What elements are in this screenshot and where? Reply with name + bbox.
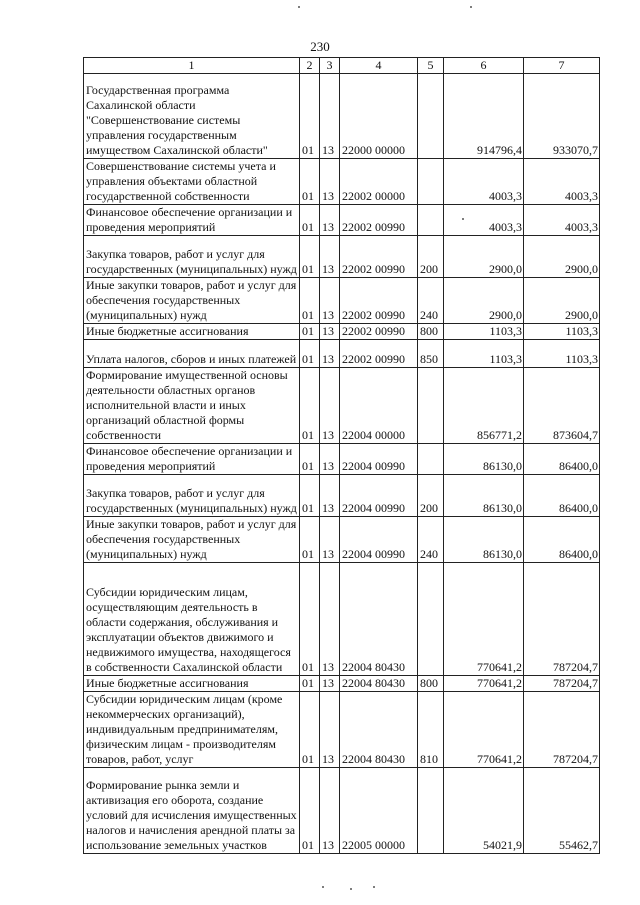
subsection-code-cell: 13 xyxy=(320,517,340,563)
row-name-cell: Совершенствование системы учета и управления объектами областной государственной собственности xyxy=(84,159,300,205)
expense-type-cell: 810 xyxy=(418,692,444,768)
scan-speck xyxy=(350,888,352,890)
subsection-code-cell: 13 xyxy=(320,475,340,517)
amount-col7-cell: 787204,7 xyxy=(524,563,600,676)
target-article-cell: 22004 80430 xyxy=(340,676,418,692)
expense-type-cell xyxy=(418,159,444,205)
amount-col7-cell: 933070,7 xyxy=(524,74,600,159)
table-row xyxy=(84,563,600,676)
expense-type-cell: 240 xyxy=(418,278,444,324)
subsection-code-cell: 13 xyxy=(320,768,340,854)
row-name-cell: Иные закупки товаров, работ и услуг для обеспечения государственных (муниципальных) нужд xyxy=(84,278,300,324)
target-article-cell: 22004 00990 xyxy=(340,475,418,517)
expense-type-cell: 800 xyxy=(418,676,444,692)
amount-col7-cell: 86400,0 xyxy=(524,444,600,475)
expense-type-cell xyxy=(418,74,444,159)
header-cell-7: 7 xyxy=(524,58,600,74)
amount-col6-cell: 770641,2 xyxy=(444,563,524,676)
subsection-code-cell: 13 xyxy=(320,278,340,324)
row-name-cell: Финансовое обеспечение организации и проведения мероприятий xyxy=(84,444,300,475)
target-article-cell: 22005 00000 xyxy=(340,768,418,854)
target-article-cell: 22004 00990 xyxy=(340,444,418,475)
section-code-cell: 01 xyxy=(300,324,320,340)
section-code-cell: 01 xyxy=(300,205,320,236)
header-cell-5: 5 xyxy=(418,58,444,74)
section-code-cell: 01 xyxy=(300,475,320,517)
target-article-cell: 22004 80430 xyxy=(340,692,418,768)
table-row xyxy=(84,517,600,563)
target-article-cell: 22002 00000 xyxy=(340,159,418,205)
amount-col6-cell: 86130,0 xyxy=(444,444,524,475)
amount-col6-cell: 770641,2 xyxy=(444,692,524,768)
amount-col6-cell: 914796,4 xyxy=(444,74,524,159)
target-article-cell: 22004 80430 xyxy=(340,563,418,676)
expense-type-cell: 200 xyxy=(418,236,444,278)
amount-col7-cell: 2900,0 xyxy=(524,236,600,278)
table-row xyxy=(84,159,600,205)
section-code-cell: 01 xyxy=(300,517,320,563)
amount-col6-cell: 1103,3 xyxy=(444,340,524,368)
header-cell-4: 4 xyxy=(340,58,418,74)
amount-col6-cell: 770641,2 xyxy=(444,676,524,692)
amount-col6-cell: 4003,3 xyxy=(444,159,524,205)
row-name-cell: Закупка товаров, работ и услуг для государственных (муниципальных) нужд xyxy=(84,475,300,517)
subsection-code-cell: 13 xyxy=(320,340,340,368)
row-name-cell: Государственная программа Сахалинской области "Совершенствование системы управления государственным имуществом Сахалинской области" xyxy=(84,74,300,159)
subsection-code-cell: 13 xyxy=(320,205,340,236)
amount-col7-cell: 2900,0 xyxy=(524,278,600,324)
row-name-cell: Субсидии юридическим лицам, осуществляющим деятельность в области содержания, обслуживания и эксплуатации объектов движимого и недвижимого имущества, находящегося в собственности Сахалинской области xyxy=(84,563,300,676)
header-cell-6: 6 xyxy=(444,58,524,74)
page-number: 230 xyxy=(310,39,330,54)
subsection-code-cell: 13 xyxy=(320,368,340,444)
table-row xyxy=(84,692,600,768)
row-name-cell: Иные бюджетные ассигнования xyxy=(84,676,300,692)
header-cell-2: 2 xyxy=(300,58,320,74)
target-article-cell: 22002 00990 xyxy=(340,236,418,278)
expense-type-cell xyxy=(418,563,444,676)
budget-table xyxy=(83,57,600,854)
section-code-cell: 01 xyxy=(300,676,320,692)
header-cell-3: 3 xyxy=(320,58,340,74)
amount-col6-cell: 2900,0 xyxy=(444,278,524,324)
expense-type-cell: 240 xyxy=(418,517,444,563)
amount-col6-cell: 4003,3 xyxy=(444,205,524,236)
subsection-code-cell: 13 xyxy=(320,236,340,278)
row-name-cell: Субсидии юридическим лицам (кроме некоммерческих организаций), индивидуальным предпринимателям, физическим лицам - производителям товаров, работ, услуг xyxy=(84,692,300,768)
amount-col7-cell: 787204,7 xyxy=(524,676,600,692)
section-code-cell: 01 xyxy=(300,563,320,676)
amount-col6-cell: 86130,0 xyxy=(444,475,524,517)
table-row xyxy=(84,676,600,692)
section-code-cell: 01 xyxy=(300,278,320,324)
expense-type-cell xyxy=(418,444,444,475)
target-article-cell: 22002 00990 xyxy=(340,278,418,324)
amount-col6-cell: 54021,9 xyxy=(444,768,524,854)
header-cell-1: 1 xyxy=(84,58,300,74)
subsection-code-cell: 13 xyxy=(320,159,340,205)
row-name-cell: Формирование рынка земли и активизация его оборота, создание условий для исчисления имущественных налогов и начисления арендной платы за использование земельных участков xyxy=(84,768,300,854)
amount-col6-cell: 86130,0 xyxy=(444,517,524,563)
row-name-cell: Закупка товаров, работ и услуг для государственных (муниципальных) нужд xyxy=(84,236,300,278)
table-row xyxy=(84,324,600,340)
table-row xyxy=(84,768,600,854)
amount-col7-cell: 787204,7 xyxy=(524,692,600,768)
subsection-code-cell: 13 xyxy=(320,324,340,340)
subsection-code-cell: 13 xyxy=(320,444,340,475)
target-article-cell: 22004 00990 xyxy=(340,517,418,563)
section-code-cell: 01 xyxy=(300,340,320,368)
target-article-cell: 22002 00990 xyxy=(340,340,418,368)
section-code-cell: 01 xyxy=(300,159,320,205)
target-article-cell: 22002 00990 xyxy=(340,324,418,340)
section-code-cell: 01 xyxy=(300,236,320,278)
amount-col7-cell: 873604,7 xyxy=(524,368,600,444)
expense-type-cell: 200 xyxy=(418,475,444,517)
amount-col7-cell: 4003,3 xyxy=(524,159,600,205)
table-row xyxy=(84,236,600,278)
row-name-cell: Иные бюджетные ассигнования xyxy=(84,324,300,340)
table-row xyxy=(84,74,600,159)
amount-col7-cell: 1103,3 xyxy=(524,340,600,368)
row-name-cell: Уплата налогов, сборов и иных платежей xyxy=(84,340,300,368)
scan-speck xyxy=(470,6,472,8)
expense-type-cell xyxy=(418,205,444,236)
table-row xyxy=(84,475,600,517)
amount-col6-cell: 1103,3 xyxy=(444,324,524,340)
section-code-cell: 01 xyxy=(300,692,320,768)
subsection-code-cell: 13 xyxy=(320,563,340,676)
section-code-cell: 01 xyxy=(300,768,320,854)
section-code-cell: 01 xyxy=(300,74,320,159)
amount-col7-cell: 86400,0 xyxy=(524,475,600,517)
amount-col6-cell: 2900,0 xyxy=(444,236,524,278)
subsection-code-cell: 13 xyxy=(320,676,340,692)
amount-col7-cell: 4003,3 xyxy=(524,205,600,236)
scan-speck xyxy=(373,886,375,888)
expense-type-cell xyxy=(418,368,444,444)
amount-col7-cell: 55462,7 xyxy=(524,768,600,854)
row-name-cell: Финансовое обеспечение организации и проведения мероприятий xyxy=(84,205,300,236)
amount-col7-cell: 86400,0 xyxy=(524,517,600,563)
subsection-code-cell: 13 xyxy=(320,692,340,768)
expense-type-cell: 800 xyxy=(418,324,444,340)
amount-col6-cell: 856771,2 xyxy=(444,368,524,444)
target-article-cell: 22004 00000 xyxy=(340,368,418,444)
target-article-cell: 22000 00000 xyxy=(340,74,418,159)
table-header-row xyxy=(84,58,600,74)
table-row xyxy=(84,205,600,236)
section-code-cell: 01 xyxy=(300,368,320,444)
row-name-cell: Формирование имущественной основы деятельности областных органов исполнительной власти и иных организаций областной формы собственности xyxy=(84,368,300,444)
table-row xyxy=(84,368,600,444)
expense-type-cell xyxy=(418,768,444,854)
scan-speck xyxy=(462,218,464,220)
scan-speck xyxy=(298,6,300,8)
target-article-cell: 22002 00990 xyxy=(340,205,418,236)
scan-speck xyxy=(322,886,324,888)
row-name-cell: Иные закупки товаров, работ и услуг для обеспечения государственных (муниципальных) нужд xyxy=(84,517,300,563)
table-row xyxy=(84,444,600,475)
section-code-cell: 01 xyxy=(300,444,320,475)
expense-type-cell: 850 xyxy=(418,340,444,368)
table-row xyxy=(84,278,600,324)
subsection-code-cell: 13 xyxy=(320,74,340,159)
amount-col7-cell: 1103,3 xyxy=(524,324,600,340)
table-row xyxy=(84,340,600,368)
